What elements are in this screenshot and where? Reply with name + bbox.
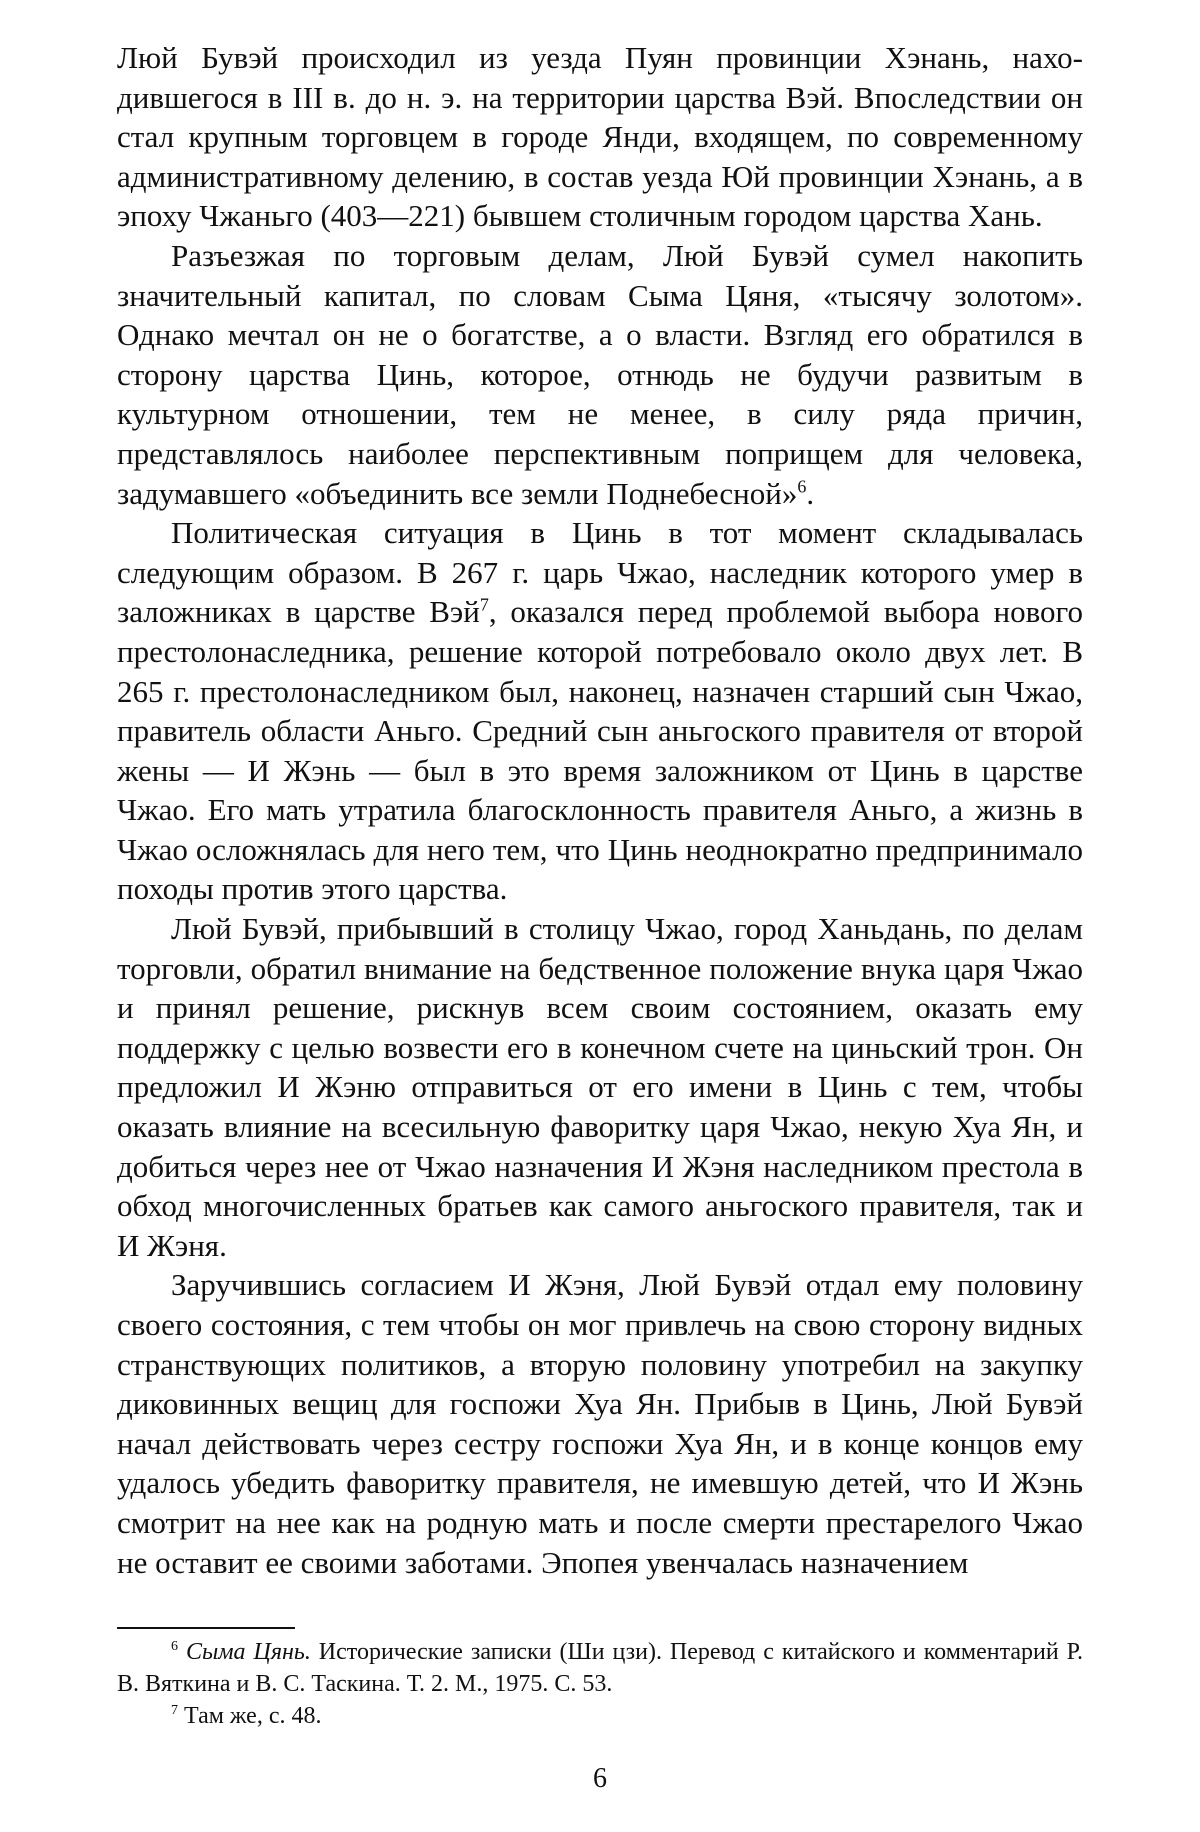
footnote-divider	[117, 1627, 295, 1629]
paragraph-2-end: .	[806, 475, 815, 511]
page-body	[117, 38, 1083, 1582]
footnote-7-number: 7	[171, 1703, 178, 1718]
paragraph-1	[117, 38, 1083, 236]
footnote-6	[117, 1636, 1083, 1700]
paragraph-4-text: Люй Бувэй, прибывший в столицу Чжао, город Ханьдань, по делам торговли, обратил внимание на бедственное положение внука царя Чжао и принял решение, рискнув всем своим состоянием, оказать ему поддержку с целью возвести его в конечном счете на циньский трон. Он предложил И Жэню отправиться от его имени в Цинь с тем, чтобы оказать влияние на всесильную фаворитку царя Чжао, некую Хуа Ян, и добиться через нее от Чжао назначения И Жэня наследником престола в обход многочисленных братьев как самого аньгоского правителя, так и И Жэня.	[117, 911, 1083, 1263]
paragraph-2-text: Разъезжая по торговым делам, Люй Бувэй сумел накопить значительный капитал, по словам Сыма Цяня, «тысячу золотом». Однако мечтал он не о богатстве, а о власти. Взгляд его обратился в сторону царства Цинь, которое, отнюдь не будучи развитым в культурном отношении, тем не менее, в силу ряда причин, представлялось наиболее перспективным поприщем для человека, задумавшего «объединить все земли Поднебесной»	[117, 237, 1083, 511]
page-number: 6	[593, 1763, 607, 1794]
paragraph-4	[117, 909, 1083, 1265]
paragraph-3-text: Политическая ситуация в Цинь в тот момент складывалась следующим образом. В 267 г. царь Чжао, наследник которого умер в заложниках в царстве Вэй	[117, 515, 1083, 630]
footnote-ref-7[interactable]: 7	[479, 594, 489, 615]
footnote-6-number: 6	[171, 1639, 178, 1654]
footnote-6-text: Исторические записки (Ши цзи). Перевод с китайского и комментарий Р. В. Вяткина и В. С. Таскина. Т. 2. М., 1975. С. 53.	[117, 1639, 1083, 1697]
paragraph-2	[117, 236, 1083, 513]
footnote-6-author: Сыма Цянь.	[185, 1639, 311, 1665]
paragraph-3-rest: , оказался перед проблемой выбора нового престолонаследника, решение которой потребовало около двух лет. В 265 г. престолонаследником был, наконец, назначен старший сын Чжао, правитель области Аньго. Средний сын аньгоского правителя от второй жены — И Жэнь — был в это время заложником от Цинь в царстве Чжао. Его мать утратила благосклонность правителя Аньго, а жизнь в Чжао осложнялась для него тем, что Цинь неоднократно предпринимало походы против этого царства.	[117, 594, 1083, 907]
footnote-7-text: Там же, с. 48.	[178, 1703, 322, 1729]
footnote-7	[117, 1700, 1083, 1732]
paragraph-5-text: Заручившись согласием И Жэня, Люй Бувэй отдал ему половину своего состояния, с тем чтобы он мог привлечь на свою сторону видных странствующих политиков, а вторую половину употребил на закупку диковинных вещиц для госпожи Хуа Ян. Прибыв в Цинь, Люй Бувэй начал действовать через сестру госпожи Хуа Ян, и в конце концов ему удалось убедить фаворитку правителя, не имевшую детей, что И Жэнь смотрит на нее как на родную мать и после смерти престарелого Чжао не оставит ее своими заботами. Эпопея увенчалась назначением	[117, 1267, 1083, 1580]
paragraph-1-text: Люй Бувэй происходил из уезда Пуян провинции Хэнань, находившегося в III в. до н. э. на территории царства Вэй. Впоследствии он стал крупным торговцем в городе Янди, входящем, по современному административному делению, в состав уезда Юй провинции Хэнань, а в эпоху Чжаньго (403—221) бывшем столичным городом царства Хань.	[117, 40, 1083, 234]
paragraph-3	[117, 513, 1083, 909]
paragraph-5	[117, 1265, 1083, 1582]
footnote-ref-6[interactable]: 6	[797, 476, 807, 497]
footnotes	[117, 1636, 1083, 1732]
main-text	[117, 38, 1083, 1582]
